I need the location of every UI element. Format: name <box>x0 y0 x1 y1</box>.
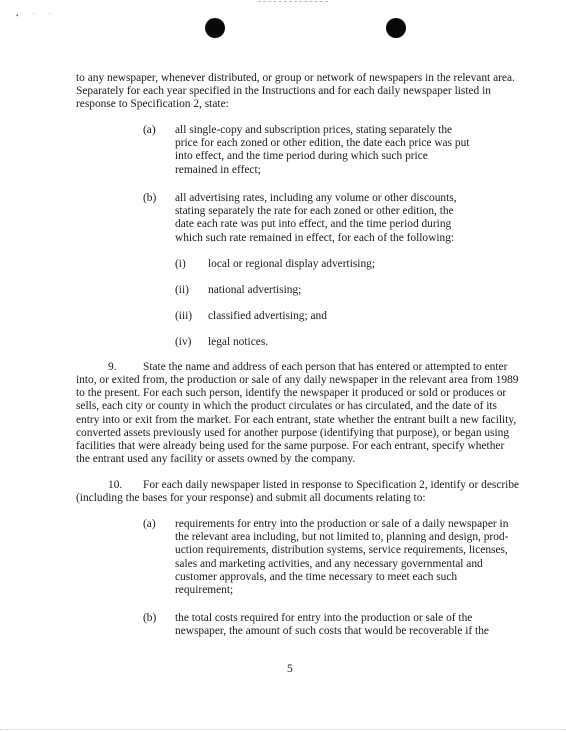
item-10b-label: (b) <box>143 612 157 624</box>
paragraph-9-line: facilities that were already being used for the same purpose. For each entrant, specify whether <box>76 440 505 453</box>
item-10b-line: the total costs required for entry into the production or sale of the <box>175 612 473 624</box>
scan-specks: • ˙ ˙ <box>16 12 57 20</box>
hole-punch-left <box>205 18 225 38</box>
item-10a-line: customer approvals, and the time necessary to meet each such <box>175 570 458 583</box>
paragraph-9-line: sells, each city or county in which the product circulates or has circulated, and the date of its <box>76 400 497 413</box>
paragraph-9-line: converted assets previously used for another purpose (identifying that purpose), or began using <box>76 426 510 439</box>
paragraph-9-line: to the present. For each such person, identify the newspaper it produced or sold or produces or <box>76 387 507 400</box>
subitem-text: classified advertising; and <box>208 310 327 322</box>
intro-line: response to Specification 2, state: <box>76 98 229 111</box>
item-10b-line: newspaper, the amount of such costs that would be recoverable if the <box>175 625 489 638</box>
paragraph-9-line: into, or exited from, the production or sale of any daily newspaper in the relevant area from 1989 <box>76 374 519 386</box>
intro-line: to any newspaper, whenever distributed, or group or network of newspapers in the relevant area. <box>76 72 515 84</box>
paragraph-9-line: the entrant used any facility or assets owned by the company. <box>76 453 356 466</box>
intro-paragraph <box>76 72 515 112</box>
intro-line: Separately for each year specified in the Instructions and for each daily newspaper listed in <box>76 85 491 98</box>
item-b-text <box>175 192 485 245</box>
page-number: 5 <box>287 663 293 675</box>
subitem-label: (iv) <box>175 336 192 348</box>
item-10a-line: requirements for entry into the production or sale of a daily newspaper in <box>175 518 509 530</box>
scan-artifact <box>0 729 566 730</box>
item-a-line: all single-copy and subscription prices, stating separately the <box>175 124 453 136</box>
paragraph-9-body <box>76 374 519 466</box>
item-b-line: date each rate was put into effect, and the time period during <box>175 218 452 231</box>
scan-artifact <box>258 1 328 2</box>
item-b-line: stating separately the rate for each zoned or other edition, the <box>175 205 454 218</box>
item-10a-line: sales and marketing activities, and any necessary governmental and <box>175 557 483 570</box>
item-10a-line: the relevant area including, but not limited to, planning and design, prod- <box>175 531 509 544</box>
item-b-line: which such rate remained in effect, for each of the following: <box>175 231 455 244</box>
paragraph-10-line: (including the bases for your response) and submit all documents relating to: <box>76 492 426 504</box>
paragraph-9-number: 9. <box>108 361 117 373</box>
item-a-line: remained in effect; <box>175 163 261 176</box>
paragraph-10-body <box>76 492 510 505</box>
subitem-label: (i) <box>175 258 186 270</box>
subitem-label: (iii) <box>175 310 193 322</box>
item-a-text <box>175 124 475 177</box>
paragraph-9-first-line: State the name and address of each person that has entered or attempted to enter <box>143 361 508 373</box>
item-a-line: price for each zoned or other edition, the date each price was put <box>175 137 470 150</box>
item-10a-line: requirement; <box>175 584 234 597</box>
subitem-text: legal notices. <box>208 336 269 348</box>
item-10a-text <box>175 518 515 597</box>
subitem-text: national advertising; <box>208 284 302 296</box>
item-a-line: into effect, and the time period during which such price <box>175 150 428 163</box>
item-a-label: (a) <box>143 124 156 136</box>
item-b-label: (b) <box>143 192 157 204</box>
item-b-line: all advertising rates, including any volume or other discounts, <box>175 192 457 204</box>
item-10a-label: (a) <box>143 518 156 530</box>
paragraph-10-first-line: For each daily newspaper listed in response to Specification 2, identify or describe <box>143 479 520 491</box>
paragraph-9-line: entry into or exit from the market. For each entrant, state whether the entrant built a new facility, <box>76 413 517 426</box>
subitem-label: (ii) <box>175 284 189 296</box>
hole-punch-right <box>386 18 406 38</box>
paragraph-10-number: 10. <box>108 479 123 491</box>
subitem-text: local or regional display advertising; <box>208 258 376 270</box>
item-10b-text <box>175 612 515 638</box>
item-10a-line: uction requirements, distribution systems, service requirements, licenses, <box>175 544 508 557</box>
